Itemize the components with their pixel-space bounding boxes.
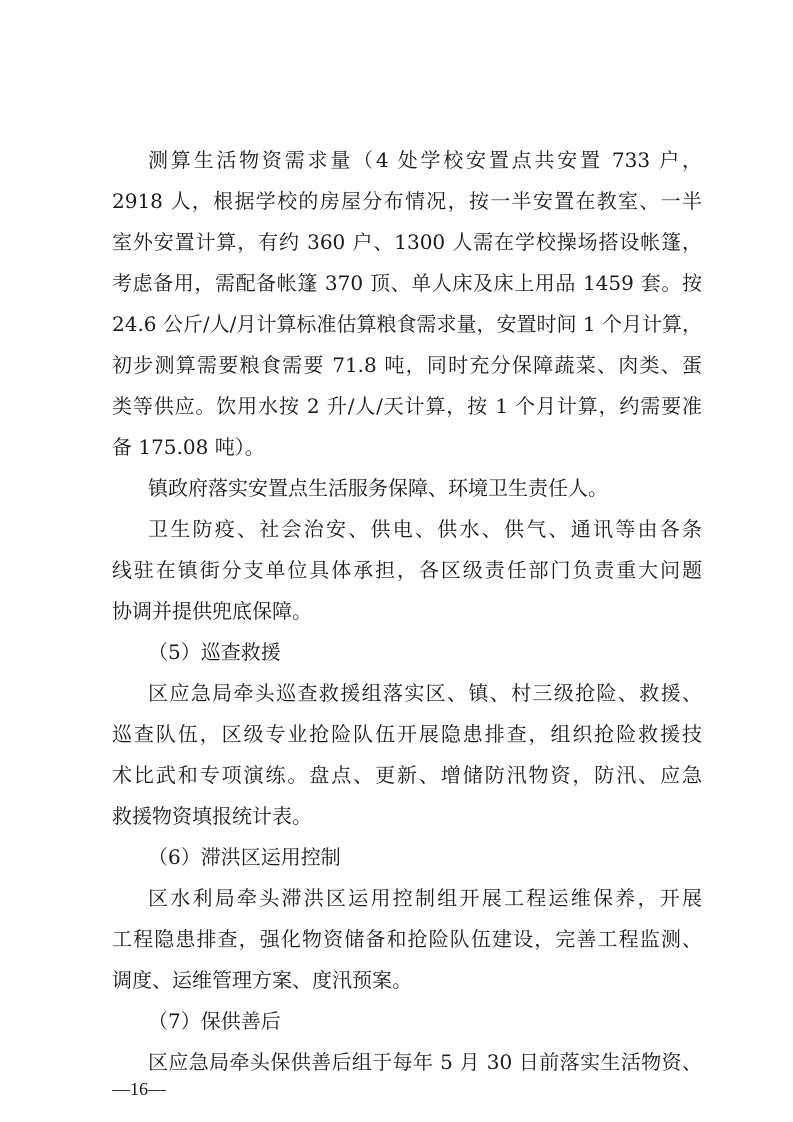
paragraph-line: 镇政府落实安置点生活服务保障、环境卫生责任人。 [148,476,608,500]
paragraph-line: 调度、运维管理方案、度汛预案。 [112,968,412,992]
page-number: —16— [112,1079,166,1099]
paragraph-line: 24.6 公斤/人/月计算标准估算粮食需求量，安置时间 1 个月计算， [112,312,702,336]
paragraph-line: 备 175.08 吨）。 [112,435,265,459]
paragraph-line: 初步测算需要粮食需要 71.8 吨，同时充分保障蔬菜、肉类、蛋 [112,353,702,377]
paragraph-line: 线驻在镇街分支单位具体承担，各区级责任部门负责重大问题 [112,558,702,582]
paragraph-line: 测算生活物资需求量（4 处学校安置点共安置 733 户， [148,148,702,172]
section-heading: （5）巡查救援 [148,640,281,664]
paragraph-line: 区应急局牵头保供善后组于每年 5 月 30 日前落实生活物资、 [148,1050,702,1074]
paragraph-line: 考虑备用，需配备帐篷 370 顶、单人床及床上用品 1459 套。按 [112,271,702,295]
paragraph-line: 区水利局牵头滞洪区运用控制组开展工程运维保养，开展 [148,886,702,910]
paragraph-line: 室外安置计算，有约 360 户、1300 人需在学校操场搭设帐篷， [112,230,702,254]
section-heading: （7）保供善后 [148,1009,281,1033]
paragraph-line: 2918 人，根据学校的房屋分布情况，按一半安置在教室、一半 [112,189,702,213]
paragraph-line: 巡查队伍，区级专业抢险队伍开展隐患排查，组织抢险救援技 [112,722,702,746]
paragraph-line: 术比武和专项演练。盘点、更新、增储防汛物资，防汛、应急 [112,763,702,787]
paragraph-line: 区应急局牵头巡查救援组落实区、镇、村三级抢险、救援、 [148,681,702,705]
paragraph-line: 类等供应。饮用水按 2 升/人/天计算，按 1 个月计算，约需要准 [112,394,702,418]
paragraph-line: 工程隐患排查，强化物资储备和抢险队伍建设，完善工程监测、 [112,927,702,951]
paragraph-line: 救援物资填报统计表。 [112,804,312,828]
paragraph-line: 协调并提供兜底保障。 [112,599,312,623]
section-heading: （6）滞洪区运用控制 [148,845,341,869]
paragraph-line: 卫生防疫、社会治安、供电、供水、供气、通讯等由各条 [148,517,702,541]
